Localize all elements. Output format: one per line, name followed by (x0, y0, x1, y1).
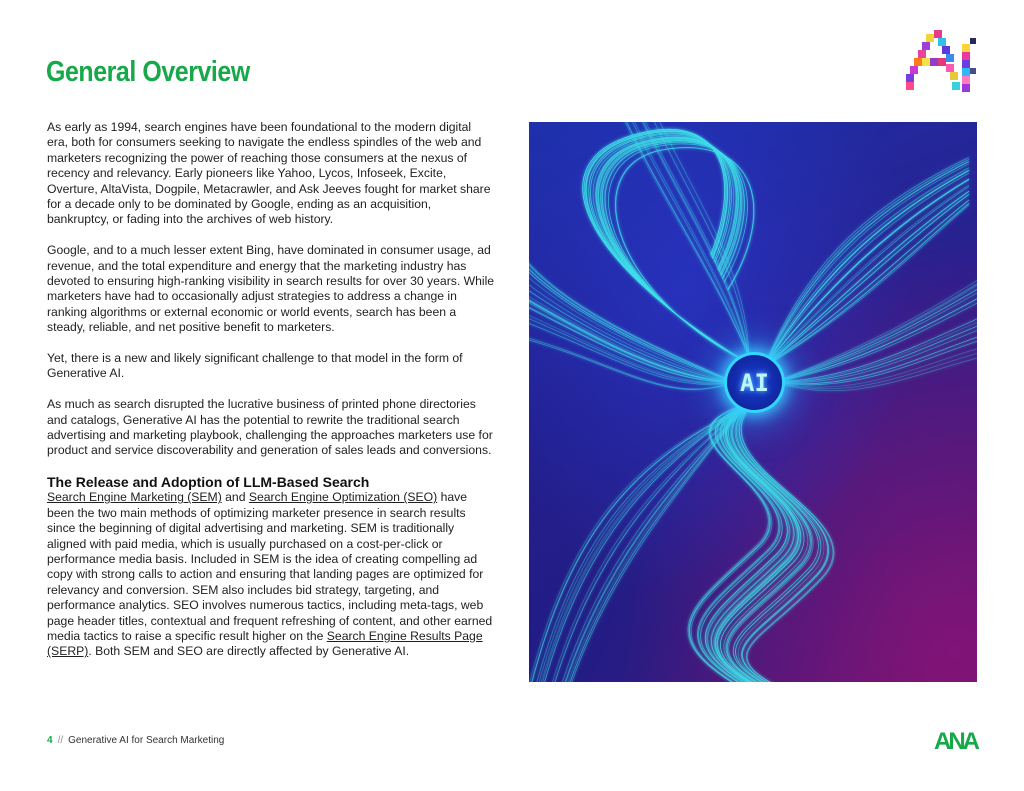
ana-logo-graphic (934, 727, 980, 753)
section-heading: The Release and Adoption of LLM-Based Search (47, 474, 370, 491)
seo-link[interactable]: Search Engine Optimization (SEO) (248, 490, 438, 505)
hero-illustration (529, 122, 977, 682)
footer-separator: // (57, 735, 64, 746)
paragraph-3: Yet, there is a new and likely significant challenge to that model in the form of Generative AI. (47, 351, 463, 381)
ai-badge (727, 355, 782, 410)
paragraph-1: As early as 1994, search engines have been foundational to the modern digital era, both for consumers seeking to navigate the endless spindles of the web and marketers recognizing the power of reaching those consumers at the nexus of recency and relevancy. Early pioneers like Yahoo, Lycos, Infoseek, Excite, Overture, AltaVista, Dogpile, Metacrawler, and Ask Jeeves fought for market share for a decade only to be dominated by Google, ending as an acquisition, bankruptcy, or fading into the archives of web history. (47, 120, 491, 227)
page-number: 4 (47, 735, 53, 746)
ana-logo-text: ANA (934, 728, 977, 753)
section-text-and: and (221, 490, 249, 505)
sem-link[interactable]: Search Engine Marketing (SEM) (47, 490, 222, 505)
ai-badge-text: AI (740, 368, 769, 397)
serp-link[interactable]: Search Engine Results Page (SERP) (47, 628, 483, 659)
ana-logo (934, 727, 980, 758)
section-text-main: have been the two main methods of optimizing marketer presence in search results since the beginning of digital advertising and marketing. SEM is traditionally aligned with paid media, which is usually purchased on a cost-per-click or performance media basis. Included in SEM is the idea of creating compelling ad copy with strong calls to action and ensuring that landing pages are optimized for relevancy and conversion. SEM also includes bid strategy, targeting, and performance analytics. SEO involves numerous tactics, including meta-tags, web page header titles, contextual and frequent refreshing of content, and other earned media tactics to raise a specific result higher on the (47, 490, 493, 643)
section-text-end: . Both SEM and SEO are directly affected by Generative AI. (88, 644, 410, 659)
paragraph-2: Google, and to a much lesser extent Bing, have dominated in consumer usage, ad revenue, and the total expenditure and energy that the marketing industry has devoted to ensuring high-ranking visibility in search results for over 30 years. While marketers have had to occasionally adjust strategies to address a change in ranking algorithms or external economic or world events, search has been a steady, reliable, and net positive benefit to marketers. (47, 243, 495, 335)
paragraph-4: As much as search disrupted the lucrative business of printed phone directories and catalogs, Generative AI has the potential to rewrite the traditional search advertising and marketing playbook, challenging the approaches marketers use for product and service discoverability and generation of sales leads and conversions. (47, 397, 493, 458)
section-paragraph (47, 490, 495, 659)
page-footer (47, 735, 224, 746)
footer-doc-title: Generative AI for Search Marketing (68, 735, 225, 746)
ai-pixel-logo-graphic (904, 28, 980, 100)
page-title: General Overview (46, 56, 250, 88)
body-text (47, 120, 495, 675)
ai-pixel-logo (904, 28, 980, 105)
